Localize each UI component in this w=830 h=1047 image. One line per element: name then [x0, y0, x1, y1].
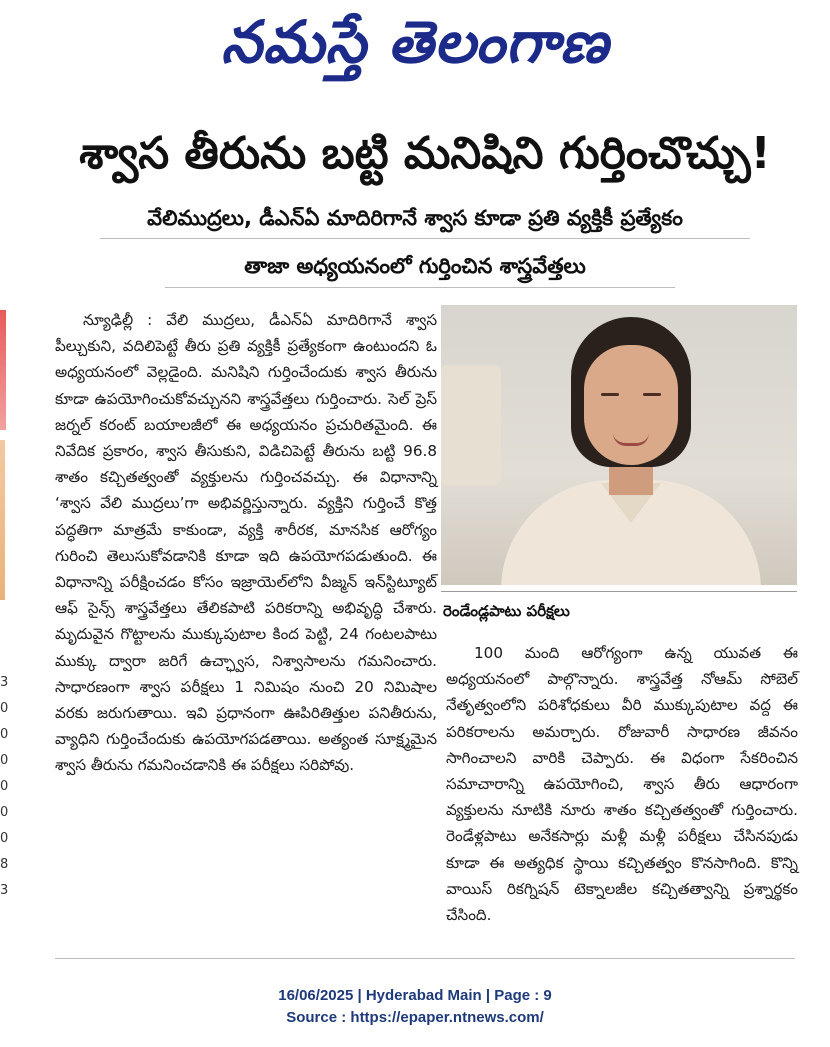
- adjacent-column-edge-text: [0, 670, 10, 904]
- edge-digit: 0: [0, 831, 9, 846]
- article-headline: శ్వాస తీరును బట్టి మనిషిని గుర్తించొచ్చు!: [79, 128, 771, 179]
- subheading-divider-2: [165, 287, 675, 288]
- article-body-text-right: 100 మంది ఆరోగ్యంగా ఉన్న యువత ఈ అధ్యయనంలో పాల్గొన్నారు. శాస్త్రవేత్త నోఆమ్ సోబెల్ నేతృత్వంలోని పరిశోధకులు వీరి ముక్కుపుటాల వద్ద ఈ పరికరాలను అమర్చారు. రోజువారీ సాధారణ జీవనం సాగించాలని వారికి చెప్పారు. ఈ విధంగా సేకరించిన సమాచారాన్ని ఉపయోగించి, శ్వాస తీరు ఆధారంగా వ్యక్తులను నూటికి నూరు శాతం కచ్చితత్వంతో గుర్తించారు. రెండేళ్లపాటు అనేకసార్లు మళ్లీ మళ్లీ పరీక్షలు చేసినపుడు కూడా ఈ అత్యధిక స్థాయి కచ్చితత్వం కొనసాగింది. కొన్ని వాయిస్ రికగ్నిషన్ టెక్నాలజీల కచ్చితత్వాన్ని ప్రశ్నార్థకం చేసింది.: [446, 644, 798, 925]
- edge-digit: 0: [0, 727, 9, 742]
- newspaper-masthead: నమస్తే తెలంగాణ: [221, 8, 609, 76]
- adjacent-article-edge-image: [0, 310, 6, 430]
- footer-divider: [55, 958, 795, 959]
- article-body-right-column: [446, 640, 798, 950]
- edge-digit: 3: [0, 675, 9, 690]
- edge-digit: 3: [0, 883, 9, 898]
- section-subheading: రెండేండ్లపాటు పరీక్షలు: [443, 602, 570, 620]
- article-subheading-1: వేలిముద్రలు, డీఎన్ఏ మాదిరిగానే శ్వాస కూడా ప్రతి వ్యక్తికీ ప్రత్యేకం: [147, 206, 683, 230]
- article-body-left-column: [55, 307, 437, 947]
- photo-divider: [441, 591, 797, 592]
- edition-info: 16/06/2025 | Hyderabad Main | Page : 9: [278, 987, 552, 1004]
- source-link[interactable]: Source : https://epaper.ntnews.com/: [286, 1009, 544, 1026]
- edge-digit: 0: [0, 701, 9, 716]
- subheading-divider-1: [100, 238, 750, 239]
- edge-digit: 8: [0, 857, 9, 872]
- article-photo-woman-breathing: [441, 305, 797, 585]
- article-body-text-left: న్యూఢిల్లీ : వేలి ముద్రలు, డీఎన్ఏ మాదిరిగానే శ్వాస పీల్చుకుని, వదిలిపెట్టే తీరు ప్రతి వ్యక్తికీ ప్రత్యేకంగా ఉంటుందని ఓ అధ్యయనంలో వెల్లడైంది. మనిషిని గుర్తించేందుకు శ్వాస తీరును కూడా ఉపయోగించుకోవచ్చునని శాస్త్రవేత్తలు గుర్తించారు. సెల్ ప్రెస్ జర్నల్ కరంట్ బయాలజీలో ఈ అధ్యయనం ప్రచురితమైంది. ఈ నివేదిక ప్రకారం, శ్వాస తీసుకుని, విడిచిపెట్టే తీరును బట్టి 96.8 శాతం కచ్చితత్వంతో వ్యక్తులను గుర్తించవచ్చు. ఈ విధానాన్ని ‘శ్వాస వేలి ముద్రలు’గా అభివర్ణిస్తున్నారు. వ్యక్తిని గుర్తించే కొత్త పద్ధతిగా మాత్రమే కాకుండా, వ్యక్తి శారీరక, మానసిక ఆరోగ్యం గురించి తెలుసుకోవడానికి కూడా ఇది ఉపయోగపడుతుంది. ఈ విధానాన్ని పరీక్షించడం కోసం ఇజ్రాయెల్‌లోని వీజ్మన్ ఇన్‌స్టిట్యూట్ ఆఫ్ సైన్స్ శాస్త్రవేత్తలు తేలికపాటి పరికరాన్ని అభివృద్ధి చేశారు. మృదువైన గొట్టాలను ముక్కుపుటాల కింద పెట్టి, 24 గంటలపాటు ముక్కు ద్వారా జరిగే ఉచ్ఛ్వాస, నిశ్వాసాలను గమనించారు. సాధారణంగా శ్వాస పరీక్షలు 1 నిమిషం నుంచి 20 నిమిషాల వరకు జరుగుతాయి. ఇవి ప్రధానంగా ఊపిరితిత్తుల పనితీరును, వ్యాధిని గుర్తించేందుకు ఉపయోగపడతాయి. అత్యంత సూక్ష్మమైన శ్వాస తీరును గమనించడానికి ఈ పరీక్షలు సరిపోవు.: [55, 311, 437, 775]
- edge-digit: 0: [0, 753, 9, 768]
- edge-digit: 0: [0, 805, 9, 820]
- article-subheading-2: తాజా అధ్యయనంలో గుర్తించిన శాస్త్రవేత్తలు: [244, 254, 586, 278]
- edge-digit: 0: [0, 779, 9, 794]
- adjacent-article-edge-image-2: [0, 440, 5, 600]
